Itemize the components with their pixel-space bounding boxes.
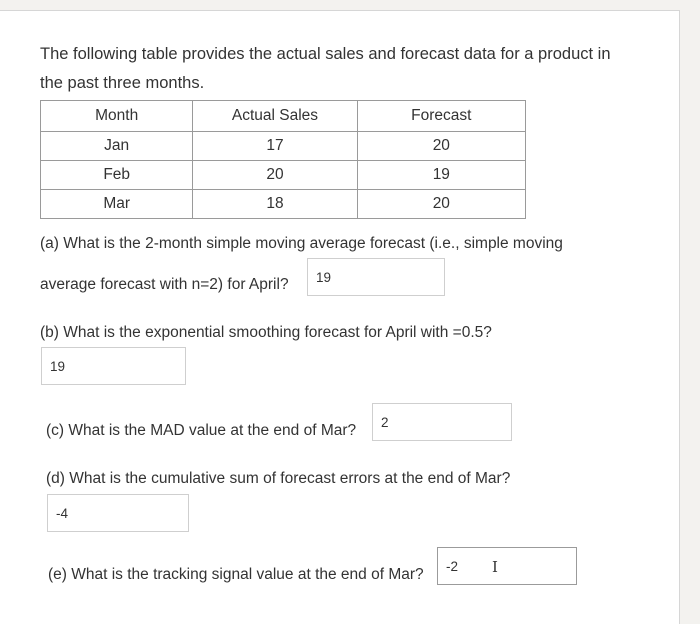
answer-b-input[interactable]: 19 (41, 347, 186, 385)
cell-forecast: 19 (357, 161, 525, 190)
cell-forecast: 20 (357, 190, 525, 219)
cell-actual: 18 (193, 190, 357, 219)
header-forecast: Forecast (357, 101, 525, 132)
question-a-line1: (a) What is the 2-month simple moving average forecast (i.e., simple moving (40, 235, 563, 252)
table-header-row (41, 101, 526, 132)
answer-d-input[interactable]: -4 (47, 494, 189, 532)
cell-month: Feb (41, 161, 193, 190)
table-row (41, 161, 526, 190)
header-month: Month (41, 101, 193, 132)
answer-a-input[interactable]: 19 (307, 258, 445, 296)
sales-forecast-table (40, 100, 526, 219)
cell-actual: 20 (193, 161, 357, 190)
question-d: (d) What is the cumulative sum of forecast errors at the end of Mar? (46, 470, 511, 487)
table-row (41, 132, 526, 161)
question-e: (e) What is the tracking signal value at the end of Mar? (48, 566, 424, 583)
question-a-line2: average forecast with n=2) for April? (40, 276, 289, 293)
cell-actual: 17 (193, 132, 357, 161)
text-cursor-icon: I (492, 558, 498, 576)
cell-forecast: 20 (357, 132, 525, 161)
table-row (41, 190, 526, 219)
question-c: (c) What is the MAD value at the end of Mar? (46, 422, 357, 439)
answer-c-input[interactable]: 2 (372, 403, 512, 441)
cell-month: Mar (41, 190, 193, 219)
top-strip (0, 0, 700, 10)
header-actual-sales: Actual Sales (193, 101, 357, 132)
answer-e-input[interactable]: -2 (437, 547, 577, 585)
question-b: (b) What is the exponential smoothing forecast for April with =0.5? (40, 324, 492, 341)
intro-text: The following table provides the actual sales and forecast data for a product in the past three months. (40, 45, 611, 92)
cell-month: Jan (41, 132, 193, 161)
